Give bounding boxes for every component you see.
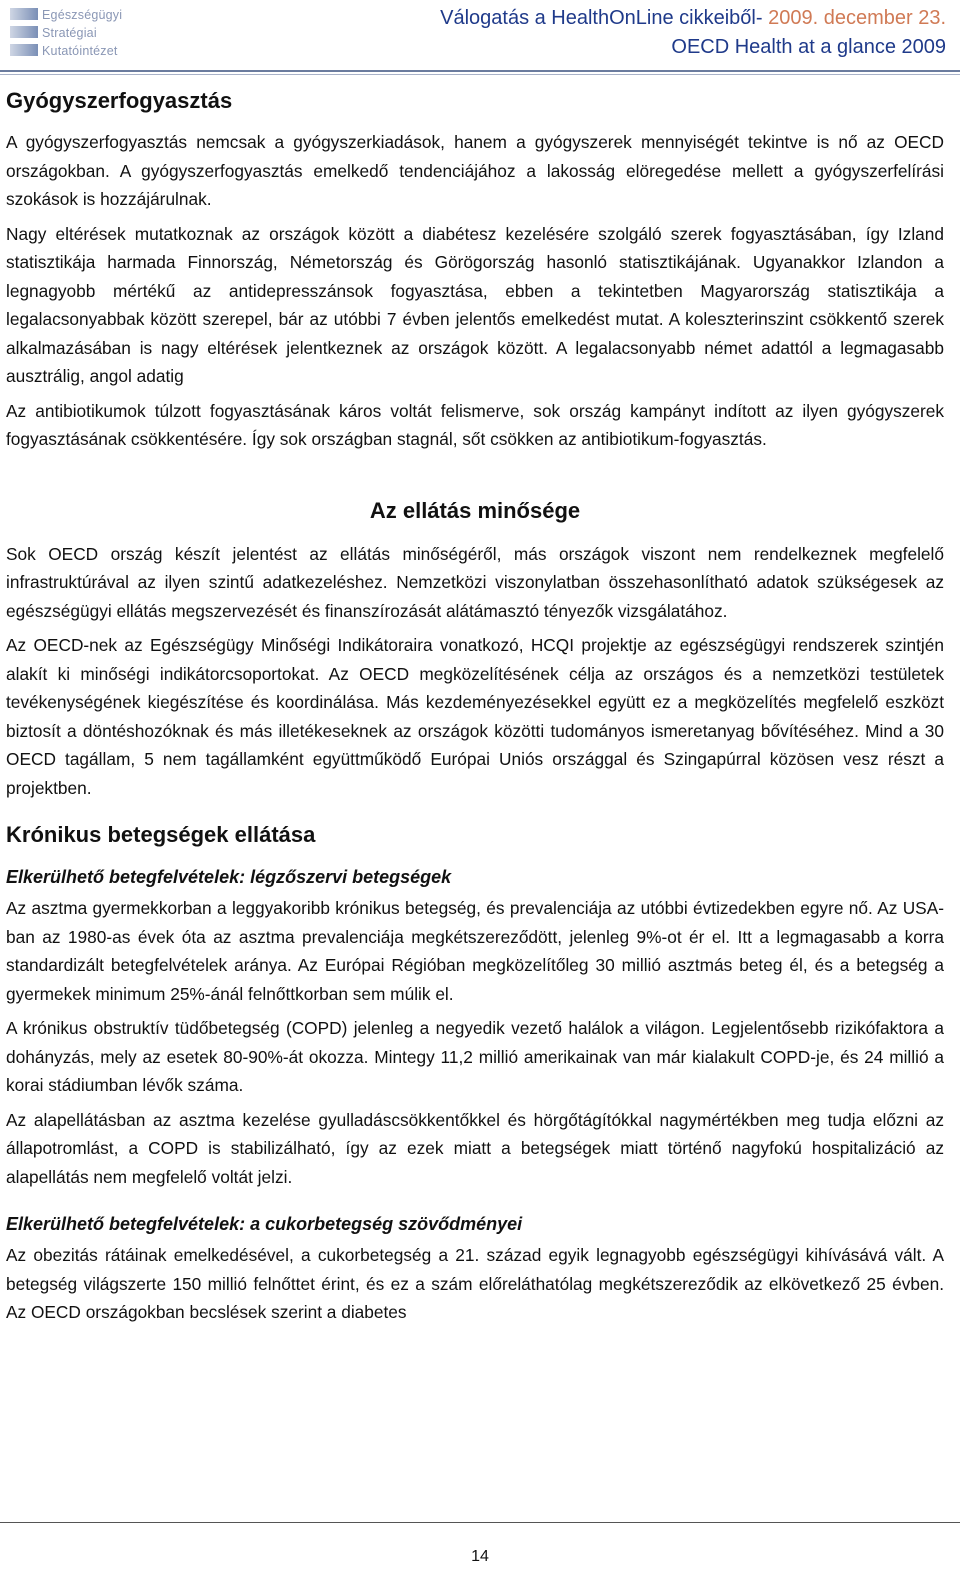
footer-divider [0,1522,960,1523]
section-title-drugs: Gyógyszerfogyasztás [6,88,233,113]
paragraph: Az antibiotikumok túlzott fogyasztásának káros voltát felismerve, sok ország kampányt indított az ilyen gyógyszerek fogyasztásának csökkentésére. Így sok országban stagnál, sőt csökken az antibiotikum-fogyasztás. [6,400,944,449]
selection-text: Válogatás a HealthOnLine cikkeiből- [440,7,763,29]
logo-line-1: Egészségügyi [42,8,123,22]
institute-logo [10,4,123,62]
document-body [6,86,944,1333]
header-divider [0,70,960,72]
paragraph: A krónikus obstruktív tüdőbetegség (COPD) jelenleg a negyedik vezető halálok a világon. Legjelentősebb rizikófaktora a dohányzás, mely az esetek 80-90%-át okozza. Mintegy 11,2 millió amerikainak van már kialakult COPD-je, és 24 millió a korai stádiumban lévők száma. [6,1018,944,1095]
header-date: 2009. december 23. [768,7,946,29]
section-title-chronic: Krónikus betegségek ellátása [6,822,316,847]
header-caption [440,4,946,62]
paragraph: Az alapellátásban az asztma kezelése gyulladáscsökkentőkkel és hörgőtágítókkal nagymértékben meg tudja előzni az állapotromlást, a COPD is stabilizálható, így az ezek miatt a betegségek miatt történő nagyfokú hospitalizáció az alapellátás nem megfelelő voltát jelzi. [6,1109,944,1187]
logo-line-2: Stratégiai [42,26,97,40]
subsection-title-respiratory: Elkerülhető betegfelvételek: légzőszervi betegségek [6,867,452,887]
page-number: 14 [471,1548,489,1565]
subsection-title-diabetes: Elkerülhető betegfelvételek: a cukorbetegség szövődményei [6,1214,523,1234]
logo-line-3: Kutatóintézet [42,44,118,58]
page-header [0,0,960,72]
logo-mark-icon [10,8,38,56]
paragraph: Az OECD-nek az Egészségügy Minőségi Indikátoraira vonatkozó, HCQI projektje az egészségügyi rendszerek szintjén alakít ki minőségi indikátorcsoportokat. Az OECD megközelítésének célja az országos és a nemzetközi testületek tevékenységének kiegészítése és koordinálása. Más kezdeményezésekkel együtt ez a megközelítés megfelelő eszközt biztosít a döntéshozóknak és más illetékeseknek az országok közötti tudományos ismeretanyag bővítéséhez. Mind a 30 OECD tagállam, 5 nem tagállamként együttműködő Európai Uniós országgal és Szingapúrral közösen vesz részt a projektben. [6,635,944,798]
paragraph: Az asztma gyermekkorban a leggyakoribb krónikus betegség, és prevalenciája az utóbbi évtizedekben egyre nő. Az USA-ban az 1980-as évek óta az asztma prevalenciája megkétszereződött, jelenleg 9%-ot ér el. Itt a legmagasabb a korra standardizált betegfelvételek aránya. Az Európai Régióban megközelítőleg 30 millió asztmás beteg él, és a betegség a gyermekek minimum 25%-ánál felnőttkorban sem múlik el. [6,898,944,1004]
section-title-quality: Az ellátás minősége [369,497,581,523]
header-line-1 [440,4,946,33]
paragraph: Az obezitás rátáinak emelkedésével, a cukorbetegség a 21. század egyik legnagyobb egészségügyi kihívásává vált. A betegség világszerte 150 millió felnőttet érint, és ez a szám előreláthatólag megkétszereződik az elkövetkező 25 évben. Az OECD országokban becslések szerint a diabetes [6,1245,944,1322]
paragraph: Nagy eltérések mutatkoznak az országok között a diabétesz kezelésére szolgáló szerek fogyasztásában, így Izland statisztikája harmada Finnország, Németország és Görögország hasonló statisztikájának. Ugyanakkor Izlandon a legnagyobb mértékű az antidepresszánsok fogyasztása, ebben a tekintetben Magyarország statisztikája a legalacsonyabbak között szerepel, bár az utóbbi 7 évben jelentős emelkedést mutat. A koleszterinszint csökkentő szerek alkalmazásában is nagy eltérések jelentkeznek az országok között. A legalacsonyabb német adattól a legmagasabb ausztrálig, angol adatig [6,223,944,386]
paragraph: A gyógyszerfogyasztás nemcsak a gyógyszerkiadások, hanem a gyógyszerek mennyiségét tekintve is nő az OECD országokban. A gyógyszerfogyasztás emelkedő tendenciájához a lakosság elöregedése mellett a gyógyszerfelírási szokások is hozzájárulnak. [6,132,944,209]
header-divider-thin [0,74,960,75]
paragraph: Sok OECD ország készít jelentést az ellátás minőségéről, más országok viszont nem rendelkeznek megfelelő infrastruktúrával az ilyen szintű adatkezeléshez. Nemzetközi viszonylatban összehasonlítható adatok szükségesek az egészségügyi ellátás megszervezését és finanszírozását alátámasztó tényezők vizsgálatához. [6,543,944,621]
publication-title: OECD Health at a glance 2009 [671,36,946,58]
logo-text [42,6,122,60]
